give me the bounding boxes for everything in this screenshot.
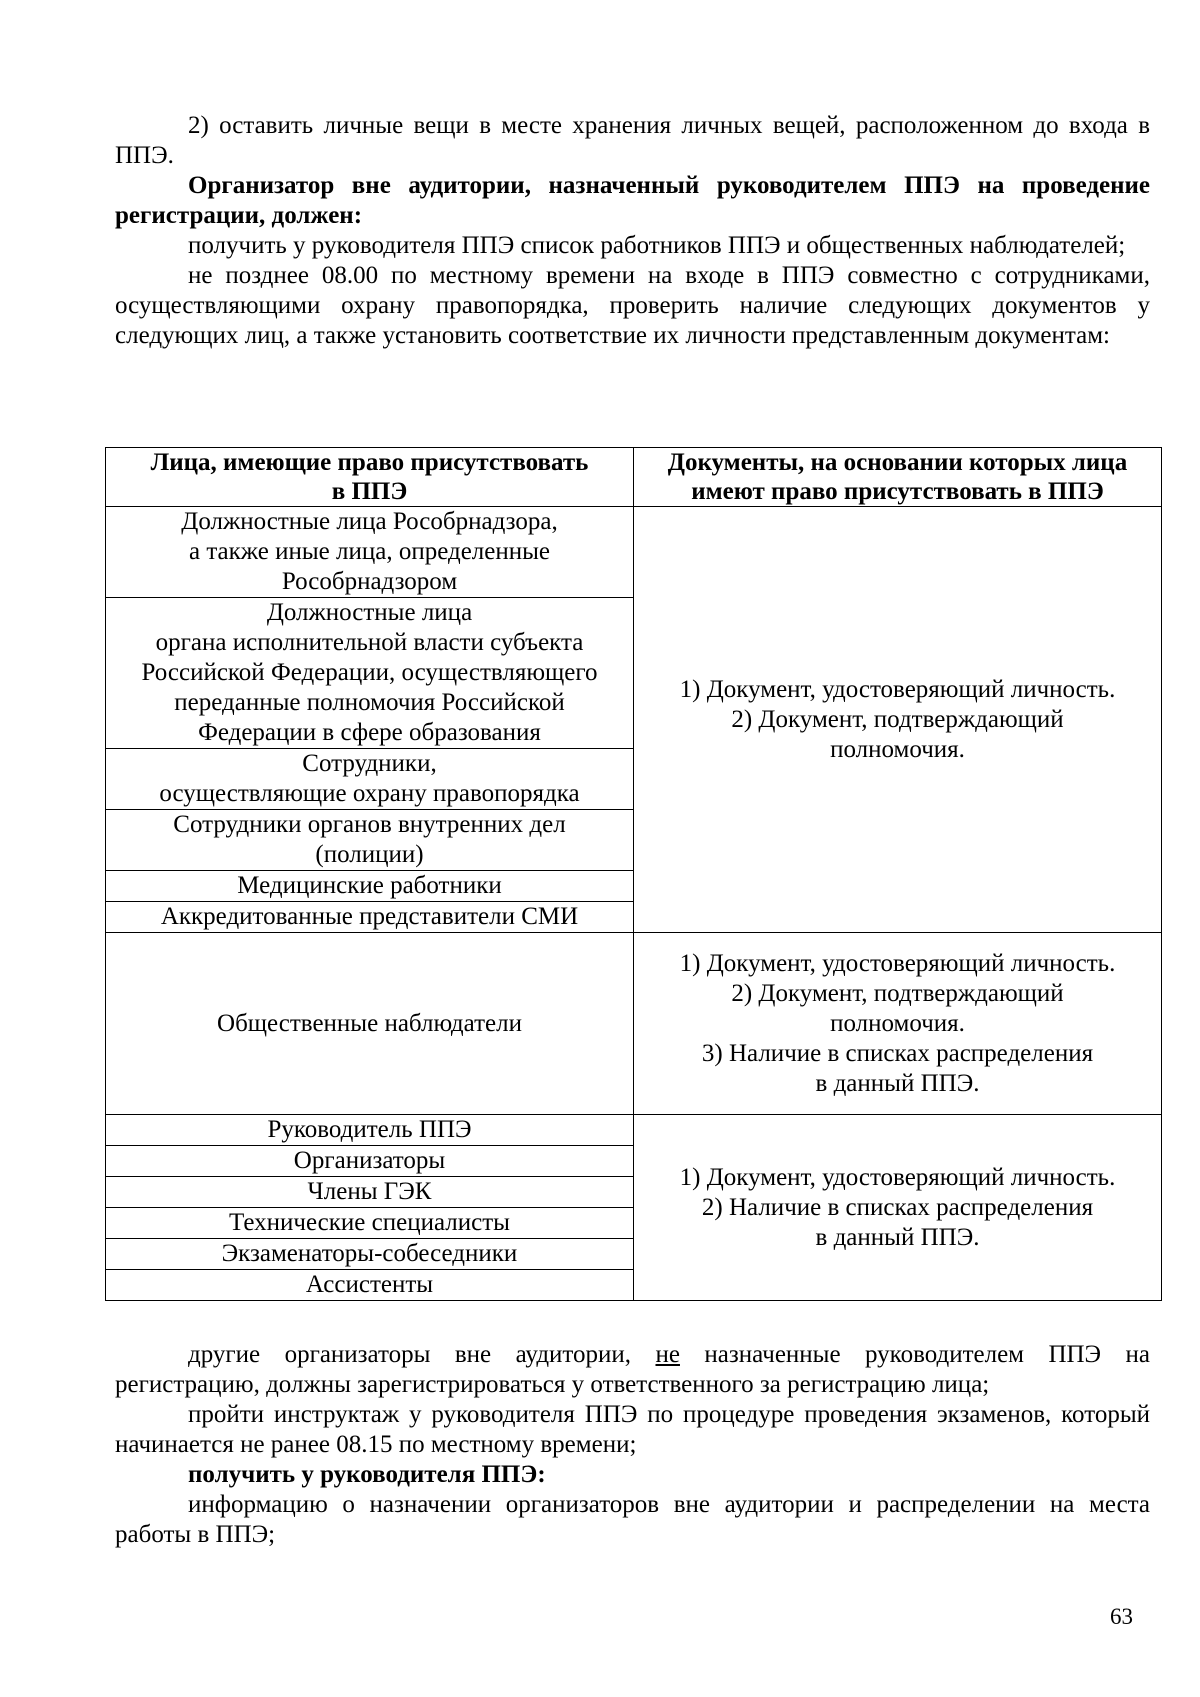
- documents-table: [105, 447, 1162, 1301]
- person-cell: Должностные лица органа исполнительной власти субъекта Российской Федерации, осуществляющего переданные полномочия Российской Федерации в сфере образования: [106, 598, 634, 749]
- documents-cell-group3: 1) Документ, удостоверяющий личность. 2) Наличие в списках распределения в данный ППЭ.: [634, 1115, 1162, 1301]
- documents-cell-group1: 1) Документ, удостоверяющий личность. 2) Документ, подтверждающий полномочия.: [634, 507, 1162, 933]
- person-cell: Аккредитованные представители СМИ: [106, 902, 634, 933]
- table-row: [106, 1115, 1162, 1146]
- outro-block: [115, 1340, 1150, 1550]
- person-cell: Экзаменаторы-собеседники: [106, 1239, 634, 1270]
- intro-block: [115, 111, 1150, 351]
- outro-paragraph-2: пройти инструктаж у руководителя ППЭ по процедуре проведения экзаменов, который начинается не ранее 08.15 по местному времени;: [115, 1401, 1150, 1458]
- outro-paragraph-4: информацию о назначении организаторов вне аудитории и распределении на места работы в ППЭ;: [115, 1491, 1150, 1548]
- person-cell: Медицинские работники: [106, 871, 634, 902]
- person-cell: Организаторы: [106, 1146, 634, 1177]
- person-cell: Должностные лица Рособрнадзора, а также иные лица, определенные Рособрнадзором: [106, 507, 634, 598]
- table-row: [106, 507, 1162, 598]
- intro-paragraph-bold: Организатор вне аудитории, назначенный руководителем ППЭ на проведение регистрации, должен:: [115, 172, 1150, 229]
- table-row: [106, 933, 1162, 1115]
- outro-paragraph-1: другие организаторы вне аудитории, не назначенные руководителем ППЭ на регистрацию, должны зарегистрироваться у ответственного за регистрацию лица;: [115, 1341, 1150, 1398]
- person-cell: Ассистенты: [106, 1270, 634, 1301]
- intro-paragraph-1: 2) оставить личные вещи в месте хранения личных вещей, расположенном до входа в ППЭ.: [115, 112, 1150, 169]
- header-documents: Документы, на основании которых лица имеют право присутствовать в ППЭ: [634, 448, 1162, 507]
- documents-cell-group2: 1) Документ, удостоверяющий личность. 2) Документ, подтверждающий полномочия. 3) Наличие в списках распределения в данный ППЭ.: [634, 933, 1162, 1115]
- table-header-row: [106, 448, 1162, 507]
- person-cell: Технические специалисты: [106, 1208, 634, 1239]
- person-cell: Члены ГЭК: [106, 1177, 634, 1208]
- header-persons: Лица, имеющие право присутствовать в ППЭ: [106, 448, 634, 507]
- intro-paragraph-4: не позднее 08.00 по местному времени на входе в ППЭ совместно с сотрудниками, осуществляющими охрану правопорядка, проверить наличие следующих документов у следующих лиц, а также установить соответствие их личности представленным документам:: [115, 262, 1150, 349]
- person-cell: Сотрудники, осуществляющие охрану правопорядка: [106, 749, 634, 810]
- person-cell: Сотрудники органов внутренних дел (полиции): [106, 810, 634, 871]
- page-number: 63: [1110, 1604, 1133, 1629]
- person-cell: Руководитель ППЭ: [106, 1115, 634, 1146]
- intro-paragraph-3: получить у руководителя ППЭ список работников ППЭ и общественных наблюдателей;: [188, 232, 1126, 259]
- person-cell-observers: Общественные наблюдатели: [106, 933, 634, 1115]
- outro-paragraph-bold: получить у руководителя ППЭ:: [188, 1461, 546, 1488]
